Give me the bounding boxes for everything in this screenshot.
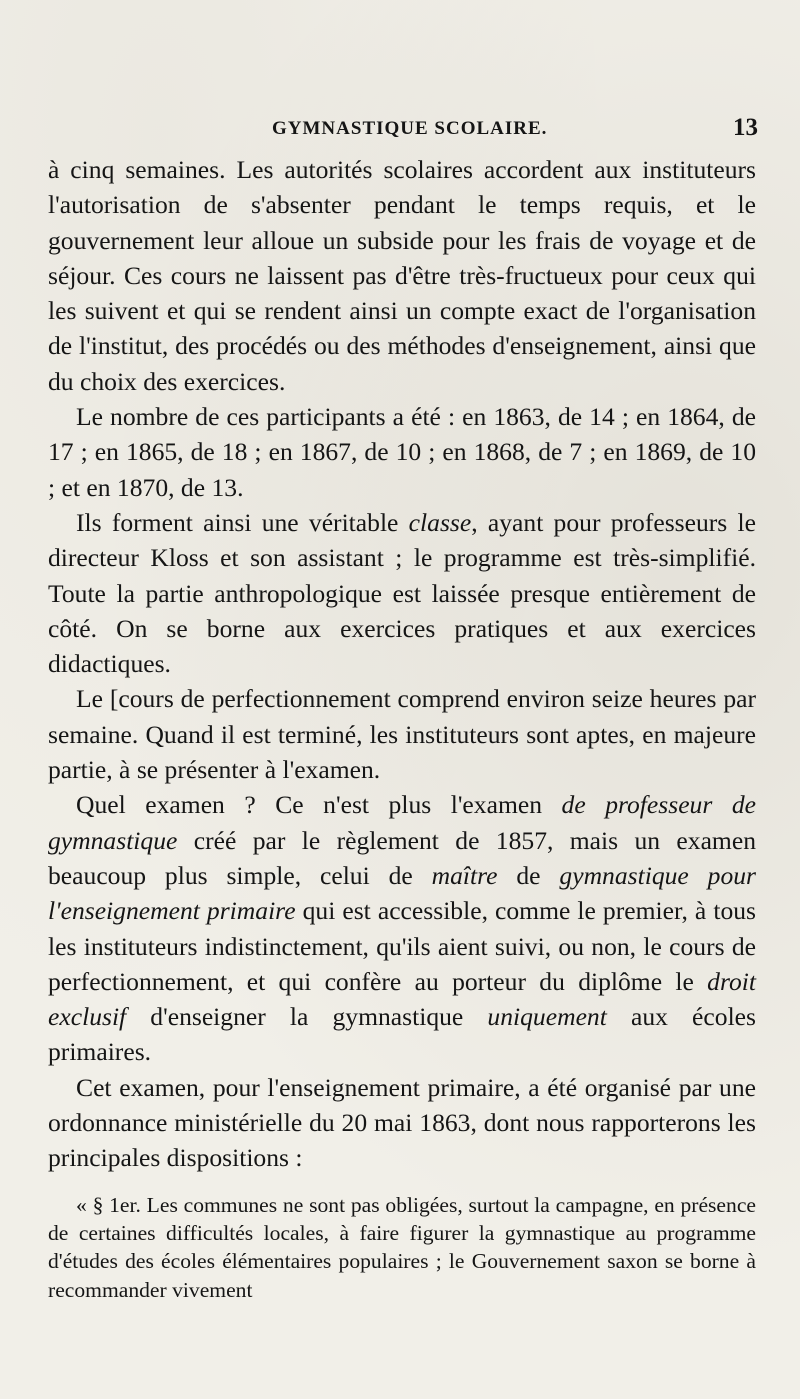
paragraph-3-emphasis: classe [408, 507, 472, 537]
paragraph-5-part-6: aux écoles primaires. [48, 1002, 756, 1067]
paragraph-5-emphasis-1: de professeur de gymnastique [48, 790, 756, 855]
body-text [48, 152, 756, 1304]
paragraph-1: à cinq semaines. Les autorités scolaires accordent aux instituteurs l'autorisation de s'absenter pendant le temps requis, et le gouvernement leur alloue un subside pour les frais de voyage et de séjour. Ces cours ne laissent pas d'être très-fructueux pour ceux qui les suivent et qui se rendent ainsi un compte exact de l'organisation de l'institut, des procédés ou des méthodes d'enseignement, ainsi que du choix des exercices. [48, 155, 756, 396]
paragraph-4: Le [cours de perfectionnement comprend environ seize heures par semaine. Quand il est terminé, les instituteurs sont aptes, en majeure partie, à se présenter à l'examen. [48, 684, 756, 785]
paragraph-5-emphasis-2: maître [431, 860, 498, 890]
paragraph-3-part-1: Ils forment ainsi une véritable [76, 507, 409, 537]
paragraph-5-emphasis-3: gymnastique pour l'enseignement primaire [48, 860, 756, 926]
page-number: 13 [733, 114, 758, 141]
paragraph-5-part-1: Quel examen ? Ce n'est plus l'examen [76, 790, 562, 820]
paragraph-3-part-2: , ayant pour professeurs le directeur Kloss et son assistant ; le programme est très-simplifié. Toute la partie anthropologique est laissée presque entièrement de côté. On se borne aux exercices pratiques et aux exercices didactiques. [48, 507, 756, 679]
paragraph-5-part-3: de [497, 860, 560, 890]
paragraph-5-emphasis-4: droit exclusif [48, 966, 756, 1032]
paragraph-6: Cet examen, pour l'enseignement primaire, a été organisé par une ordonnance ministérielle du 20 mai 1863, dont nous rapporterons les principales dispositions : [48, 1072, 756, 1173]
page-header [48, 112, 758, 142]
paragraph-5-part-2: créé par le règlement de 1857, mais un examen beaucoup plus simple, celui de [48, 825, 756, 890]
paragraph-5-part-5: d'enseigner la gymnastique [126, 1002, 488, 1032]
paragraph-5-emphasis-5: uniquement [487, 1002, 607, 1032]
paragraph-5 [48, 787, 756, 1069]
paragraph-5-part-4: qui est accessible, comme le premier, à tous les instituteurs indistinctement, qu'ils aient suivi, ou non, le cours de perfectionnement, et qui confère au porteur du diplôme le [48, 896, 756, 996]
paragraph-2: Le nombre de ces participants a été : en 1863, de 14 ; en 1864, de 17 ; en 1865, de 18 ; en 1867, de 10 ; en 1868, de 7 ; en 1869, de 10 ; et en 1870, de 13. [48, 402, 756, 502]
running-title: GYMNASTIQUE SCOLAIRE. [272, 118, 548, 139]
quoted-article: « § 1er. Les communes ne sont pas obligées, surtout la campagne, en présence de certaines difficultés locales, à faire figurer la gymnastique au programme d'études des écoles élémentaires populaires ; le Gouvernement saxon se borne à recommander vivement [48, 1192, 756, 1302]
paragraph-3 [48, 505, 756, 681]
